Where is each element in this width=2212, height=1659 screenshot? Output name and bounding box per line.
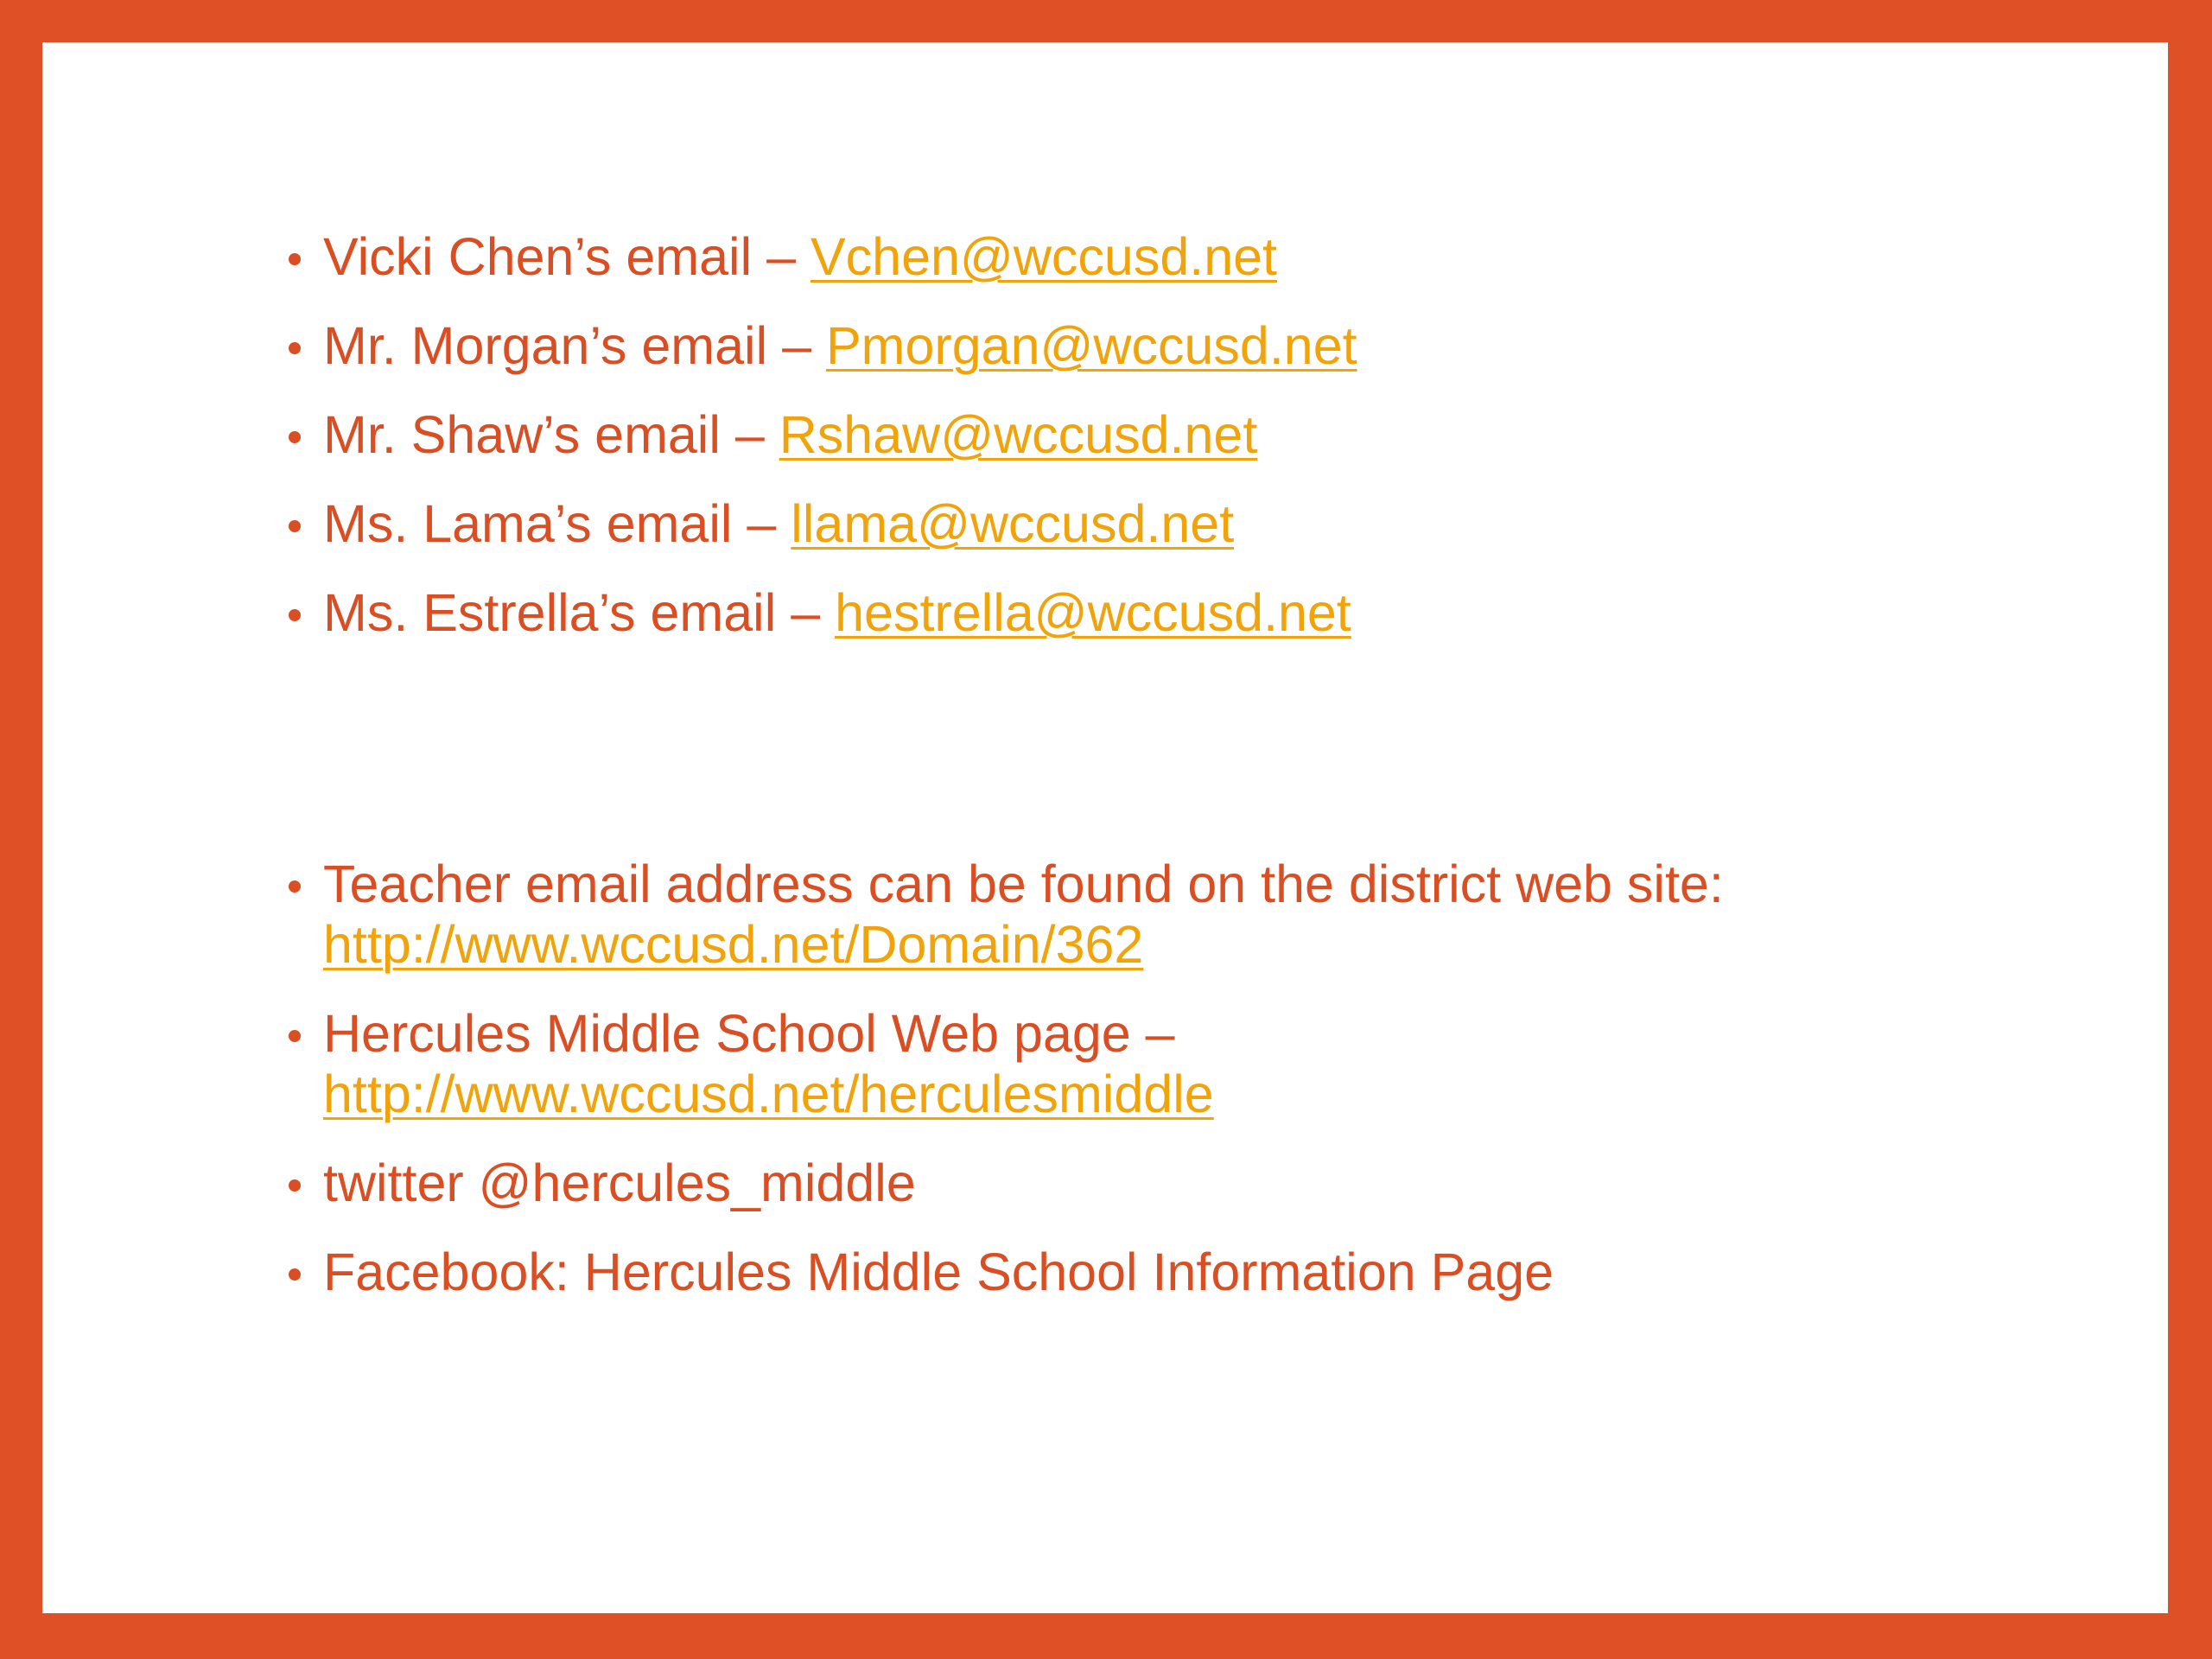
bullet-icon (289, 253, 301, 265)
email-link[interactable]: Vchen@wccusd.net (810, 227, 1277, 286)
bullet-icon (289, 431, 301, 443)
list-item-facebook (281, 1242, 1724, 1302)
bullet-icon (289, 1268, 301, 1281)
contact-label: Mr. Morgan’s email – (323, 316, 826, 375)
school-link[interactable]: http://www.wccusd.net/herculesmiddle (323, 1065, 1214, 1123)
contact-label: Ms. Estrella’s email – (323, 583, 836, 642)
bullet-icon (289, 609, 301, 621)
contact-label: Vicki Chen’s email – (323, 227, 810, 286)
district-text: Teacher email address can be found on the district web site: (323, 855, 1724, 913)
resource-list (281, 854, 1724, 1331)
facebook-text: Facebook: Hercules Middle School Information Page (323, 1243, 1554, 1301)
bullet-icon (289, 1179, 301, 1192)
contact-label: Ms. Lama’s email – (323, 494, 791, 553)
list-item (281, 582, 1357, 643)
list-item (281, 493, 1357, 554)
school-text: Hercules Middle School Web page – (323, 1004, 1175, 1063)
district-link[interactable]: http://www.wccusd.net/Domain/362 (323, 915, 1144, 974)
bullet-icon (289, 342, 301, 354)
bullet-icon (289, 1030, 301, 1042)
email-list (281, 226, 1357, 671)
email-link[interactable]: llama@wccusd.net (791, 494, 1235, 553)
email-link[interactable]: Rshaw@wccusd.net (779, 405, 1258, 464)
bullet-icon (289, 520, 301, 532)
list-item (281, 226, 1357, 287)
list-item-twitter (281, 1153, 1724, 1213)
email-link[interactable]: Pmorgan@wccusd.net (825, 316, 1357, 375)
list-item (281, 315, 1357, 376)
list-item-school (281, 1003, 1724, 1124)
list-item (281, 404, 1357, 465)
bullet-icon (289, 880, 301, 893)
list-item-district (281, 854, 1724, 975)
email-link[interactable]: hestrella@wccusd.net (835, 583, 1351, 642)
contact-label: Mr. Shaw’s email – (323, 405, 779, 464)
twitter-text: twitter @hercules_middle (323, 1154, 916, 1212)
